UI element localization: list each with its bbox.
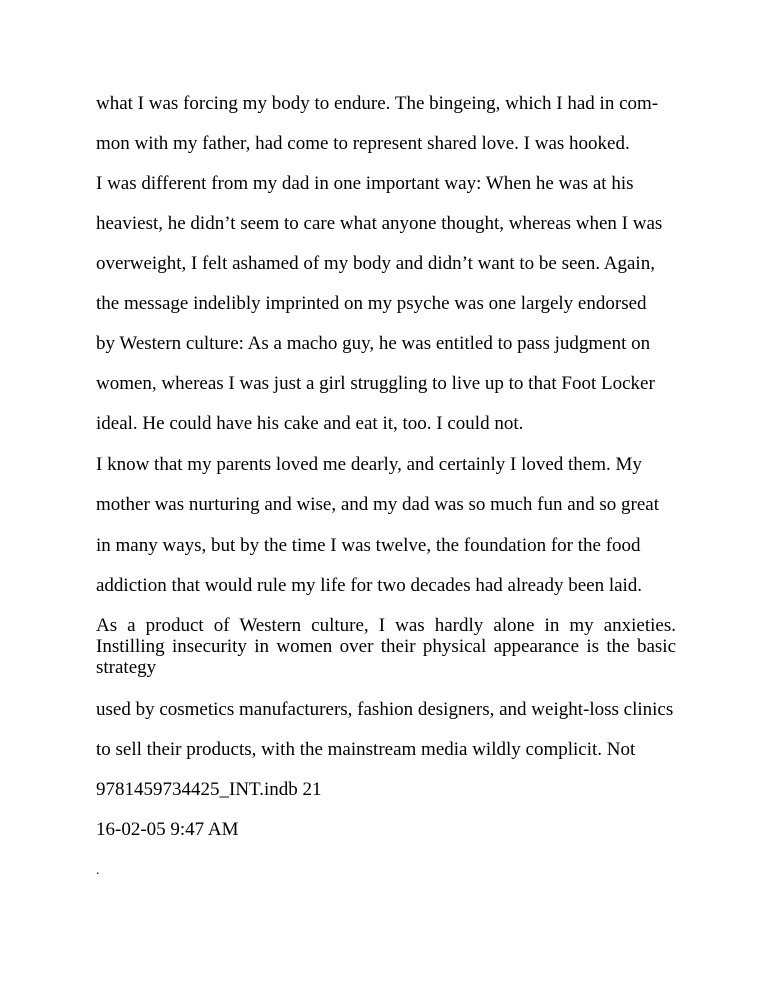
footer-datetime: 16-02-05 9:47 AM (96, 819, 239, 840)
stray-mark: . (96, 863, 100, 878)
text-line: mother was nurturing and wise, and my dad was so much fun and so great (96, 494, 660, 515)
text-line: ideal. He could have his cake and eat it, too. I could not. (96, 413, 524, 434)
text-line: I was different from my dad in one important way: When he was at his (96, 173, 634, 194)
text-line: what I was forcing my body to endure. The bingeing, which I had in com- (96, 93, 659, 114)
text-line: the message indelibly imprinted on my psyche was one largely endorsed (96, 293, 647, 314)
text-line: heaviest, he didn’t seem to care what anyone thought, whereas when I was (96, 213, 663, 234)
text-line: in many ways, but by the time I was twelve, the foundation for the food (96, 535, 641, 556)
text-line: Instilling insecurity in women over their physical appearance is the basic (96, 636, 676, 657)
text-line: used by cosmetics manufacturers, fashion designers, and weight-loss clinics (96, 699, 674, 720)
text-line: to sell their products, with the mainstream media wildly complicit. Not (96, 739, 636, 760)
text-line: strategy (96, 657, 157, 678)
text-line: by Western culture: As a macho guy, he was entitled to pass judgment on (96, 333, 651, 354)
text-line: mon with my father, had come to represent shared love. I was hooked. (96, 133, 630, 154)
text-line: addiction that would rule my life for two decades had already been laid. (96, 575, 643, 596)
text-line: women, whereas I was just a girl struggling to live up to that Foot Locker (96, 373, 655, 394)
text-line: As a product of Western culture, I was hardly alone in my anxieties. (96, 615, 676, 636)
text-line: overweight, I felt ashamed of my body and didn’t want to be seen. Again, (96, 253, 655, 274)
footer-file-name: 9781459734425_INT.indb 21 (96, 779, 322, 800)
paragraph-block (96, 615, 676, 678)
text-line: I know that my parents loved me dearly, and certainly I loved them. My (96, 454, 642, 475)
